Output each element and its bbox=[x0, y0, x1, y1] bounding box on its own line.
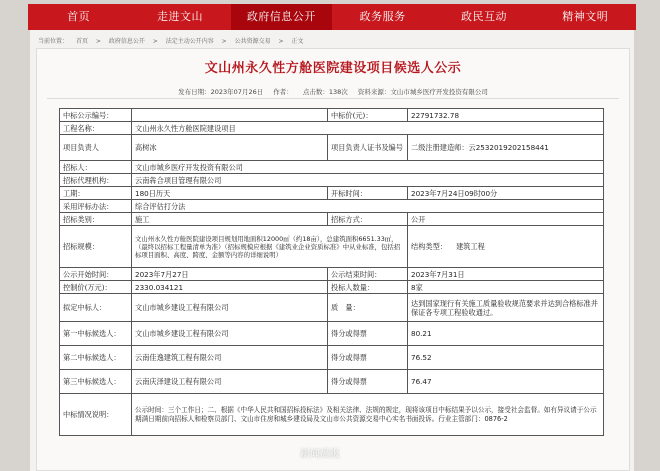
table-cell: 二级注册建造师：云2532019202158441 bbox=[408, 135, 604, 161]
table-cell: 招标代理机构： bbox=[60, 174, 132, 187]
table-cell: 项目负责人证书及编号 bbox=[328, 135, 408, 161]
table-cell: 第三中标候选人： bbox=[60, 370, 132, 394]
table-cell: 质 量： bbox=[328, 294, 408, 322]
watermark: 新闻晨报 bbox=[300, 449, 340, 460]
table-cell: 公示结束时间： bbox=[328, 268, 408, 281]
table-cell: 开标时间： bbox=[328, 187, 408, 200]
table-cell: 招标规模： bbox=[60, 226, 132, 268]
table-cell bbox=[132, 109, 328, 122]
table-cell: 达到国家现行有关施工质量验收规范要求并达到合格标准并保证各专项工程验收通过。 bbox=[408, 294, 604, 322]
table-cell: 2023年7月27日 bbox=[132, 268, 328, 281]
breadcrumb-sep: > bbox=[278, 38, 284, 45]
table-row bbox=[60, 394, 604, 436]
table-cell: 文山州永久性方舱医院建设项目规划用地面积12000㎡（约18亩），总建筑面积6651.33㎡，（最终以招标工程量清单为准）（招标规模应根据《建筑业企业资质标准》中从业标准，包括招标项目面积、高度、跨度、金额等内容的详细说明） bbox=[132, 226, 408, 268]
table-row bbox=[60, 268, 604, 281]
table-cell: 采用评标办法： bbox=[60, 200, 132, 213]
table-cell: 公示时间：三个工作日；二、根据《中华人民共和国招标投标法》及相关法律、法规的规定，现将该项目中标结果予以公示，接受社会监督。如有异议请于公示期满日期前向招标人和检察员部门、文山市住房和城乡建设局及文山市公共资源交易中心实名书面投诉。行业主管部门：0876-2 bbox=[132, 394, 604, 436]
table-row bbox=[60, 174, 604, 187]
table-cell: 高树冰 bbox=[132, 135, 328, 161]
table-cell: 第二中标候选人： bbox=[60, 346, 132, 370]
nav-services[interactable]: 政务服务 bbox=[359, 10, 406, 23]
view-count: 点击数：138次 bbox=[302, 88, 348, 96]
table-row bbox=[60, 187, 604, 200]
table-cell: 80.21 bbox=[408, 322, 604, 346]
article bbox=[36, 48, 630, 471]
table-cell: 公示开始时间： bbox=[60, 268, 132, 281]
breadcrumb-current: 正文 bbox=[291, 38, 304, 45]
table-cell: 76.47 bbox=[408, 370, 604, 394]
nav-about[interactable]: 走进文山 bbox=[156, 10, 203, 23]
divider bbox=[47, 98, 619, 99]
table-row bbox=[60, 281, 604, 294]
table-cell bbox=[408, 226, 604, 268]
source: 资料来源：文山市城乡医疗开发投资有限公司 bbox=[357, 88, 488, 96]
table-cell: 中标价(元)： bbox=[328, 109, 408, 122]
table-cell: 得分或得票 bbox=[328, 370, 408, 394]
table-cell: 2023年7月31日 bbox=[408, 268, 604, 281]
breadcrumb-sep: > bbox=[221, 38, 227, 45]
table-cell: 云南犇合项目管理有限公司 bbox=[132, 174, 604, 187]
table-cell: 拟定中标人： bbox=[60, 294, 132, 322]
breadcrumb-home[interactable]: 首页 bbox=[75, 38, 88, 45]
table-cell: 综合评估打分法 bbox=[132, 200, 604, 213]
table-cell: 2023年7月24日09时00分 bbox=[408, 187, 604, 200]
breadcrumb-label: 当前位置： bbox=[38, 38, 69, 45]
page-title: 文山州永久性方舱医院建设项目候选人公示 bbox=[204, 61, 462, 76]
table-cell: 工期： bbox=[60, 187, 132, 200]
table-cell: 文山州永久性方舱医院建设项目 bbox=[132, 122, 604, 135]
table-cell: 得分或得票 bbox=[328, 322, 408, 346]
table-cell: 8家 bbox=[408, 281, 604, 294]
table-cell: 项目负责人 bbox=[60, 135, 132, 161]
table-cell: 76.52 bbox=[408, 346, 604, 370]
breadcrumb-statutory[interactable]: 法定主动公开内容 bbox=[165, 38, 214, 45]
table-cell: 控制价(万元)： bbox=[60, 281, 132, 294]
table-row bbox=[60, 213, 604, 226]
table-cell: 第一中标候选人： bbox=[60, 322, 132, 346]
table-cell: 中标情况说明： bbox=[60, 394, 132, 436]
bid-table bbox=[59, 108, 604, 436]
publish-date: 发布日期：2023年07月26日 bbox=[178, 88, 264, 96]
table-cell: 投标人数量： bbox=[328, 281, 408, 294]
table-cell: 公开 bbox=[408, 213, 604, 226]
table-row bbox=[60, 200, 604, 213]
structure-type-value: 建筑工程 bbox=[456, 242, 485, 251]
table-cell: 文山市城乡建设工程有限公司 bbox=[132, 294, 328, 322]
table-row bbox=[60, 161, 604, 174]
breadcrumb-sep: > bbox=[95, 38, 101, 45]
nav-home[interactable]: 首页 bbox=[67, 10, 91, 23]
table-row bbox=[60, 109, 604, 122]
table-cell: 得分或得票 bbox=[328, 346, 408, 370]
table-cell: 180日历天 bbox=[132, 187, 328, 200]
breadcrumb-trading[interactable]: 公共资源交易 bbox=[234, 38, 271, 45]
table-cell: 文山市城乡医疗开发投资有限公司 bbox=[132, 161, 604, 174]
nav-interaction[interactable]: 政民互动 bbox=[460, 10, 507, 23]
table-cell: 文山市城乡建设工程有限公司 bbox=[132, 322, 328, 346]
table-cell: 招标人： bbox=[60, 161, 132, 174]
table-row bbox=[60, 322, 604, 346]
nav-gov-info[interactable]: 政府信息公开 bbox=[231, 4, 332, 30]
table-row bbox=[60, 135, 604, 161]
table-row bbox=[60, 122, 604, 135]
table-cell: 中标公示编号： bbox=[60, 109, 132, 122]
table-row bbox=[60, 294, 604, 322]
table-cell: 施工 bbox=[132, 213, 328, 226]
table-cell: 云南佳逸建筑工程有限公司 bbox=[132, 346, 328, 370]
structure-type-label: 结构类型： bbox=[411, 242, 447, 251]
breadcrumb bbox=[38, 36, 310, 45]
content-page bbox=[30, 30, 634, 471]
table-cell: 云南庆泽建设工程有限公司 bbox=[132, 370, 328, 394]
table-cell: 22791732.78 bbox=[408, 109, 604, 122]
table-row bbox=[60, 370, 604, 394]
table-cell: 2330.034121 bbox=[132, 281, 328, 294]
article-meta bbox=[37, 87, 629, 96]
table-row bbox=[60, 346, 604, 370]
table-row bbox=[60, 226, 604, 268]
breadcrumb-sep: > bbox=[152, 38, 158, 45]
table-cell: 工程名称： bbox=[60, 122, 132, 135]
author: 作者： bbox=[273, 88, 293, 96]
table-cell: 招标方式： bbox=[328, 213, 408, 226]
nav-civilization[interactable]: 精神文明 bbox=[562, 10, 609, 23]
top-nav bbox=[28, 4, 636, 30]
breadcrumb-gov-info[interactable]: 政府信息公开 bbox=[108, 38, 145, 45]
table-cell: 招标类别： bbox=[60, 213, 132, 226]
